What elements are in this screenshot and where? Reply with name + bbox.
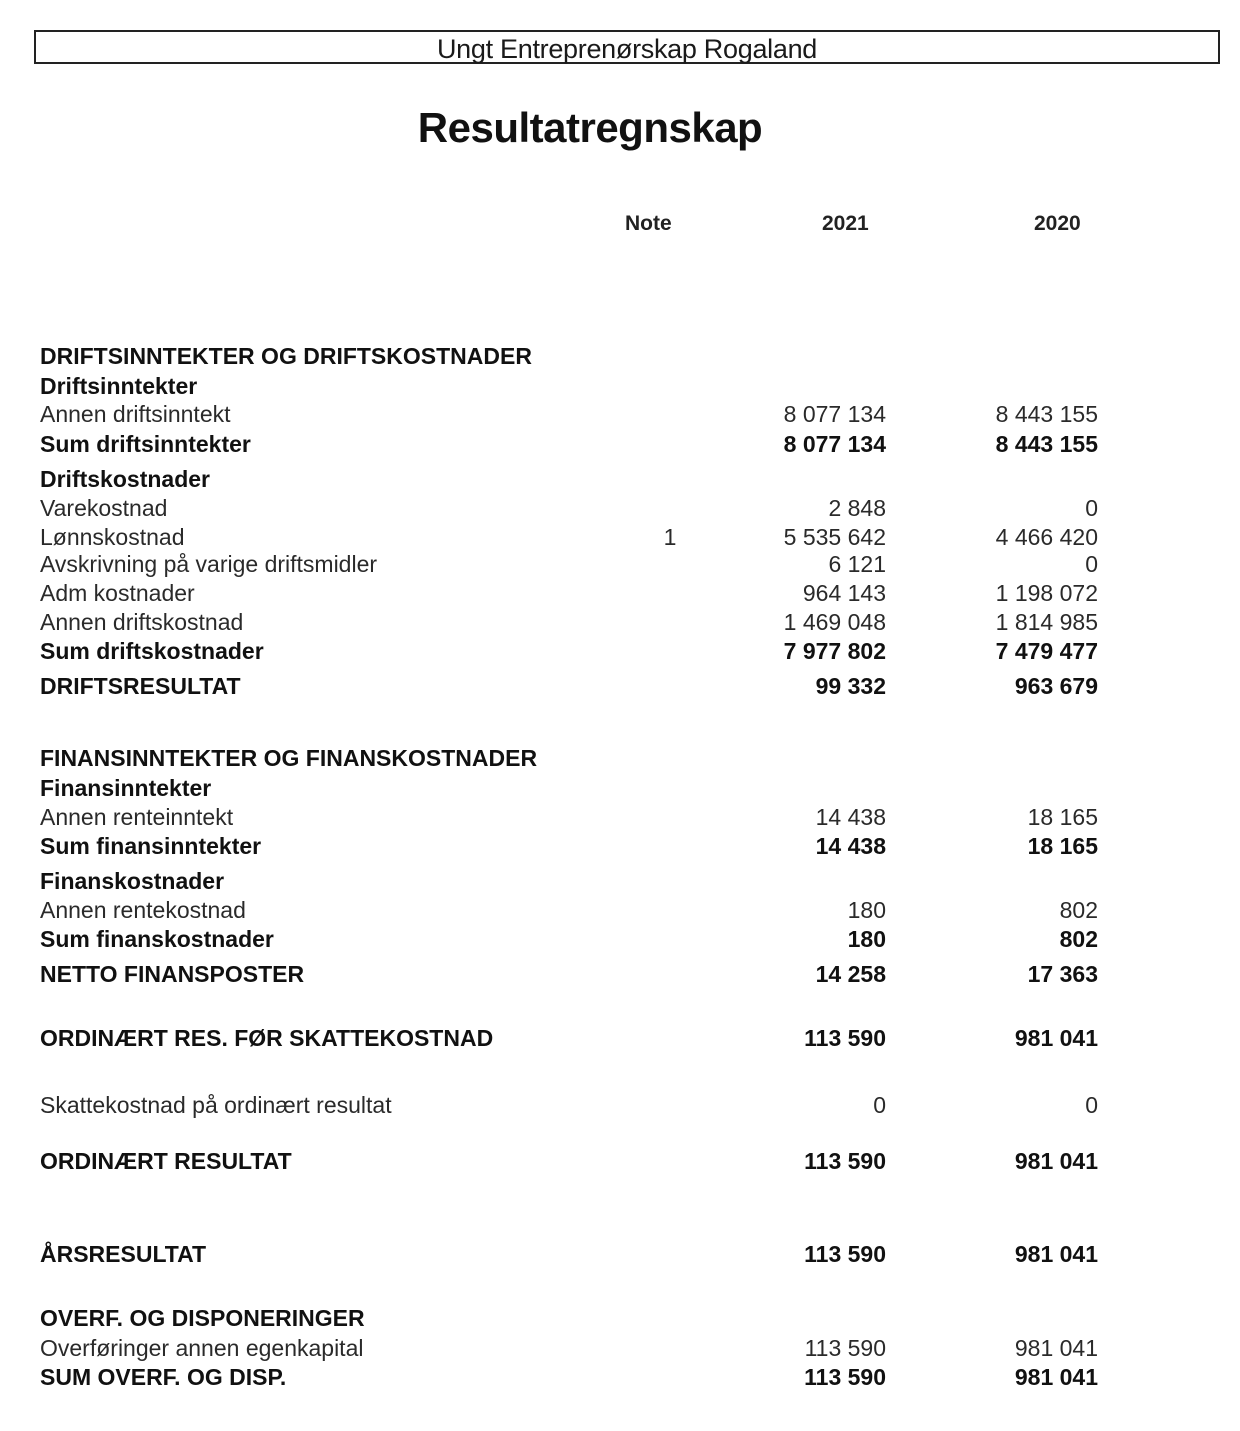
row-value-2020: 802 — [1059, 897, 1098, 923]
row-value-2020: 1 814 985 — [995, 609, 1098, 635]
row-value-2020: 981 041 — [1014, 1148, 1098, 1174]
table-row — [0, 401, 1240, 429]
row-label: Driftsinntekter — [40, 373, 198, 399]
table-row — [0, 926, 1240, 954]
row-value-2020: 7 479 477 — [995, 638, 1098, 664]
row-label: Annen rentekostnad — [40, 897, 246, 923]
row-label: Finanskostnader — [40, 868, 225, 894]
row-value-2021: 113 590 — [804, 1335, 886, 1361]
row-label: Overføringer annen egenkapital — [40, 1335, 364, 1361]
row-label: Skattekostnad på ordinært resultat — [40, 1092, 392, 1118]
row-label: DRIFTSINNTEKTER OG DRIFTSKOSTNADER — [40, 343, 532, 369]
column-header-note: Note — [625, 212, 672, 235]
row-label: Driftskostnader — [40, 466, 210, 492]
row-value-2021: 14 438 — [815, 833, 886, 859]
row-value-2021: 7 977 802 — [783, 638, 886, 664]
table-row — [0, 524, 1240, 552]
table-row — [0, 804, 1240, 832]
row-value-2021: 8 077 134 — [783, 431, 886, 457]
row-value-2021: 113 590 — [804, 1025, 886, 1051]
row-label: NETTO FINANSPOSTER — [40, 961, 305, 987]
table-row — [0, 1241, 1240, 1269]
row-label: Lønnskostnad — [40, 524, 185, 550]
table-row — [0, 580, 1240, 608]
row-value-2021: 6 121 — [828, 551, 886, 577]
row-value-2021: 180 — [847, 926, 886, 952]
row-value-2020: 18 165 — [1027, 833, 1098, 859]
table-row — [0, 373, 1240, 401]
row-value-2021: 1 469 048 — [783, 609, 886, 635]
row-value-2020: 981 041 — [1014, 1241, 1098, 1267]
table-row — [0, 897, 1240, 925]
row-value-2021: 14 438 — [815, 804, 886, 830]
table-row — [0, 745, 1240, 773]
row-value-2021: 113 590 — [804, 1148, 886, 1174]
row-label: FINANSINNTEKTER OG FINANSKOSTNADER — [40, 745, 538, 771]
row-label: Sum finansinntekter — [40, 833, 262, 859]
row-value-2021: 2 848 — [828, 495, 886, 521]
company-header-box — [34, 30, 1220, 64]
row-value-2020: 18 165 — [1027, 804, 1098, 830]
row-value-2021: 8 077 134 — [783, 401, 886, 427]
row-value-2021: 113 590 — [804, 1364, 886, 1390]
row-label: Annen driftsinntekt — [40, 401, 231, 427]
table-row — [0, 609, 1240, 637]
table-row — [0, 1364, 1240, 1392]
row-label: Sum driftskostnader — [40, 638, 264, 664]
row-value-2020: 0 — [1085, 551, 1098, 577]
table-row — [0, 551, 1240, 579]
table-row — [0, 1092, 1240, 1120]
row-value-2020: 8 443 155 — [995, 401, 1098, 427]
row-value-2020: 4 466 420 — [995, 524, 1098, 550]
row-value-2020: 0 — [1085, 1092, 1098, 1118]
row-label: Annen renteinntekt — [40, 804, 234, 830]
table-row — [0, 961, 1240, 989]
row-value-2020: 1 198 072 — [995, 580, 1098, 606]
column-header-2020: 2020 — [1034, 212, 1081, 235]
row-label: Sum driftsinntekter — [40, 431, 251, 457]
row-value-2021: 5 535 642 — [783, 524, 886, 550]
row-value-2020: 981 041 — [1014, 1335, 1098, 1361]
table-row — [0, 343, 1240, 371]
row-label: ÅRSRESULTAT — [40, 1241, 207, 1267]
row-label: Annen driftskostnad — [40, 609, 244, 635]
row-value-2021: 99 332 — [815, 673, 886, 699]
row-label: Sum finanskostnader — [40, 926, 274, 952]
row-value-2020: 17 363 — [1027, 961, 1098, 987]
row-label: DRIFTSRESULTAT — [40, 673, 241, 699]
row-value-2021: 180 — [847, 897, 886, 923]
column-header-2021: 2021 — [822, 212, 869, 235]
table-row — [0, 466, 1240, 494]
page-title: Resultatregnskap — [417, 104, 763, 151]
row-value-2020: 981 041 — [1014, 1364, 1098, 1390]
table-row — [0, 638, 1240, 666]
table-row — [0, 431, 1240, 459]
row-label: ORDINÆRT RESULTAT — [40, 1148, 292, 1174]
row-value-2020: 981 041 — [1014, 1025, 1098, 1051]
row-value-2021: 14 258 — [815, 961, 886, 987]
company-name: Ungt Entreprenørskap Rogaland — [436, 34, 818, 64]
row-value-2020: 802 — [1059, 926, 1098, 952]
table-row — [0, 673, 1240, 701]
row-note: 1 — [663, 524, 677, 550]
table-row — [0, 868, 1240, 896]
table-row — [0, 833, 1240, 861]
row-label: SUM OVERF. OG DISP. — [40, 1364, 287, 1390]
row-label: Adm kostnader — [40, 580, 195, 606]
row-value-2021: 964 143 — [802, 580, 886, 606]
row-label: ORDINÆRT RES. FØR SKATTEKOSTNAD — [40, 1025, 494, 1051]
row-label: Varekostnad — [40, 495, 168, 521]
table-row — [0, 1335, 1240, 1363]
row-value-2021: 113 590 — [804, 1241, 886, 1267]
row-label: OVERF. OG DISPONERINGER — [40, 1305, 365, 1331]
row-label: Avskrivning på varige driftsmidler — [40, 551, 378, 577]
table-row — [0, 1025, 1240, 1053]
row-label: Finansinntekter — [40, 775, 212, 801]
table-row — [0, 775, 1240, 803]
table-row — [0, 1305, 1240, 1333]
row-value-2021: 0 — [873, 1092, 886, 1118]
table-row — [0, 495, 1240, 523]
row-value-2020: 963 679 — [1014, 673, 1098, 699]
row-value-2020: 0 — [1085, 495, 1098, 521]
row-value-2020: 8 443 155 — [995, 431, 1098, 457]
table-row — [0, 1148, 1240, 1176]
